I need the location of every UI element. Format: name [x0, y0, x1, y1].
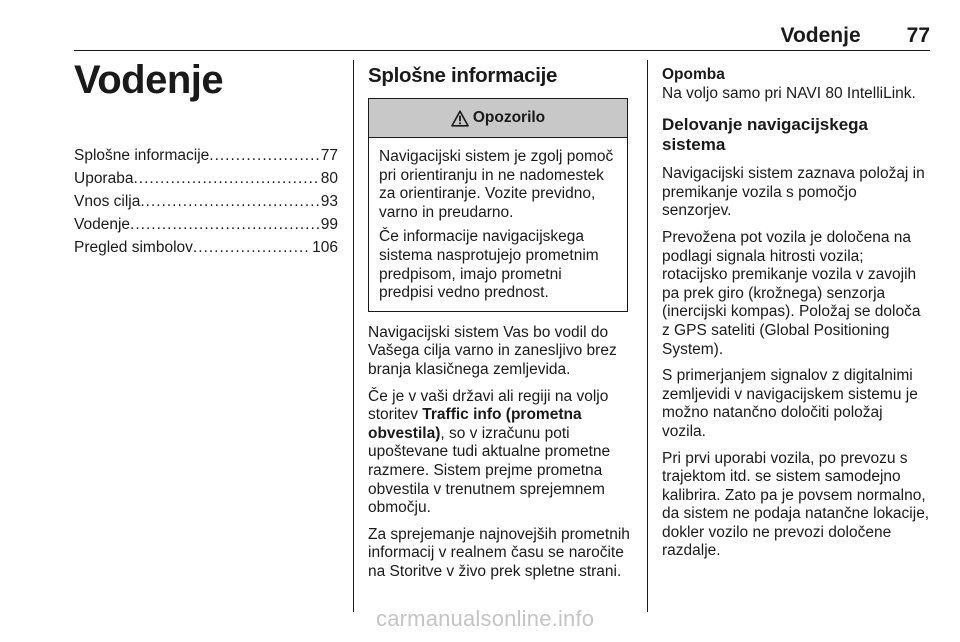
warning-paragraph: Če informacije navigacijskega sistema nasprotujejo prometnim predpisom, imajo prometni predpisi vedno prednost. — [379, 228, 599, 302]
warning-body — [369, 138, 627, 311]
table-of-contents — [74, 144, 338, 259]
body-paragraph: Za sprejemanje najnovejših prometnih informacij v realnem času se naročite na Storitve v živo prek spletne strani. — [368, 525, 630, 580]
body-paragraph: Prevožena pot vozila je določena na podlagi signala hitrosti vozila; rotacijsko premikanje vozila v zavojih pa prek giro (krožnega) senzorja (inercijski kompas). Položaj se določa z GPS sateliti (Global Positioning System). — [662, 228, 921, 358]
body-paragraph: Navigacijski sistem zaznava položaj in premikanje vozila s pomočjo senzorjev. — [662, 165, 925, 220]
running-header — [781, 24, 930, 52]
note-text: Na voljo samo pri NAVI 80 IntelliLink. — [662, 84, 916, 102]
paragraph-text: , so v izračunu poti upoštevane tudi aktualne prometne razmere. Sistem prejme prometna obvestila v trenutnem sprejemnem območju. — [368, 424, 611, 517]
toc-leader-dots — [133, 167, 318, 190]
toc-entry-page: 93 — [320, 193, 338, 210]
toc-entry-label: Pregled simbolov — [74, 239, 193, 256]
note-title: Opomba — [662, 66, 725, 83]
toc-entry[interactable] — [74, 236, 338, 259]
toc-entry[interactable] — [74, 190, 338, 213]
toc-entry-label: Vodenje — [74, 216, 131, 233]
toc-entry-page: 80 — [320, 170, 338, 187]
body-paragraph: Navigacijski sistem Vas bo vodil do Vašega cilja varno in zanesljivo brez branja klasičnega zemljevida. — [368, 323, 617, 378]
toc-entry-label: Splošne informacije — [74, 147, 210, 164]
body-paragraph: Pri prvi uporabi vozila, po prevozu s trajektom itd. se sistem samodejno kalibrira. Zato pa je povsem normalno, da sistem ne podaja natančne lokacije, dokler vozilo ne prevozi določene razdalje. — [662, 449, 930, 560]
toc-entry-page: 77 — [320, 147, 338, 164]
toc-entry[interactable] — [74, 213, 338, 236]
toc-entry-page: 106 — [312, 239, 338, 256]
warning-triangle-icon — [451, 110, 469, 127]
chapter-title: Vodenje — [74, 58, 224, 102]
warning-paragraph: Navigacijski sistem je zgolj pomoč pri orientiranju in ne nadomestek za orientiranje. Vozite previdno, varno in preudarno. — [379, 148, 614, 221]
subsection-title: Delovanje navigacijskega sistema — [662, 115, 868, 155]
header-section-title: Vodenje — [780, 24, 861, 47]
toc-leader-dots — [193, 236, 310, 259]
column-divider — [647, 60, 648, 612]
section-title: Splošne informacije — [368, 64, 558, 87]
right-column — [662, 66, 930, 569]
middle-column — [368, 64, 632, 589]
page-number: 77 — [906, 24, 930, 47]
toc-entry[interactable] — [74, 167, 338, 190]
toc-entry-label: Uporaba — [74, 170, 134, 187]
warning-box — [368, 98, 628, 312]
warning-title: Opozorilo — [472, 109, 546, 126]
toc-leader-dots — [209, 144, 318, 167]
toc-entry[interactable] — [74, 144, 338, 167]
toc-leader-dots — [140, 190, 318, 213]
warning-header — [369, 99, 627, 138]
watermark: carmanualsonline.info — [376, 606, 595, 631]
traffic-info-term: Traffic info (prometna obvestila) — [368, 406, 582, 442]
toc-entry-page: 99 — [320, 216, 338, 233]
toc-entry-label: Vnos cilja — [74, 193, 141, 210]
column-divider — [353, 60, 354, 612]
body-paragraph: S primerjanjem signalov z digitalnimi zemljevidi v navigacijskem sistemu je možno natančno določiti položaj vozila. — [662, 367, 918, 440]
body-paragraph-traffic-info — [368, 388, 632, 518]
header-rule — [74, 50, 930, 51]
paragraph-text: Če je v vaši državi ali regiji na voljo storitev — [368, 387, 609, 424]
toc-leader-dots — [130, 213, 319, 236]
